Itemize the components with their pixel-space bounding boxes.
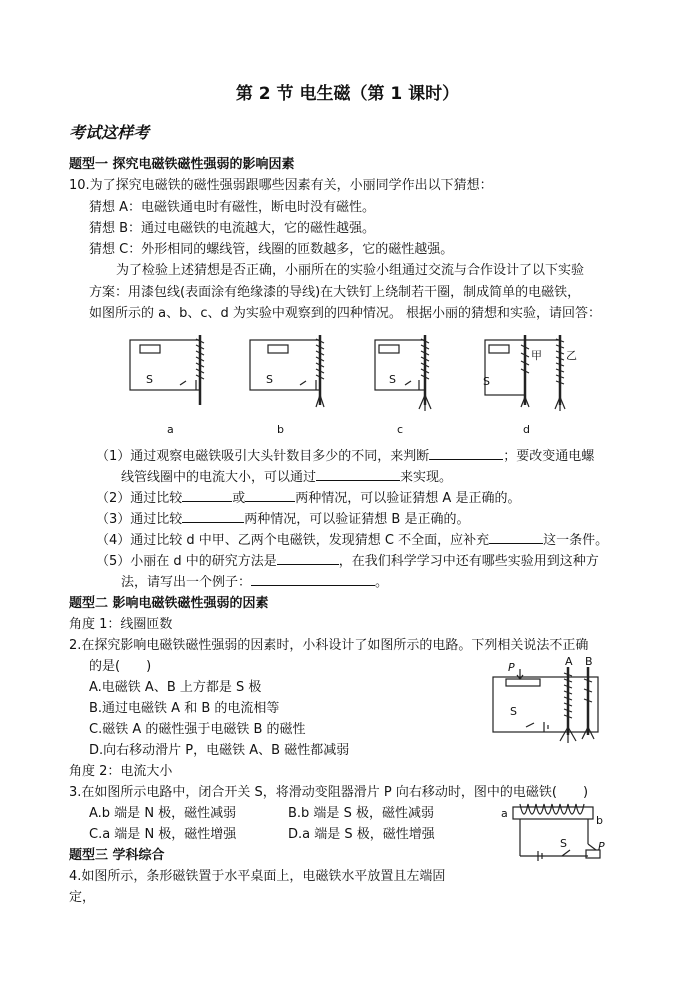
svg-text:b: b <box>596 814 603 827</box>
figure-q3 <box>498 800 608 865</box>
sub-question-3: （3）通过比较 两种情况，可以验证猜想 B 是正确的。 <box>96 512 470 527</box>
sub-question-2: （2）通过比较 或 两种情况，可以验证猜想 A 是正确的。 <box>96 491 521 506</box>
svg-text:c: c <box>397 423 404 436</box>
q3-option-a: A.b 端是 N 极，磁性减弱 <box>89 806 237 821</box>
svg-text:S: S <box>483 375 490 388</box>
svg-text:S: S <box>560 837 567 850</box>
guess-a: 猜想 A：电磁铁通电时有磁性，断电时没有磁性。 <box>89 200 376 215</box>
svg-text:a: a <box>167 423 174 436</box>
svg-text:P: P <box>598 840 605 853</box>
svg-text:P: P <box>508 661 515 674</box>
guess-c: 猜想 C：外形相同的螺线管，线圈的匝数越多，它的磁性越强。 <box>89 242 454 257</box>
svg-text:乙: 乙 <box>566 349 577 362</box>
q2-option-b: B.通过电磁铁 A 和 B 的电流相等 <box>89 701 280 716</box>
q2-option-c: C.磁铁 A 的磁性强于电磁铁 B 的磁性 <box>89 722 306 737</box>
q4-stem-2: 定， <box>69 890 96 905</box>
sub-question-1a: （1）通过观察电磁铁吸引大头针数目多少的不同，来判断 ；要改变通电螺 <box>96 449 595 464</box>
sub-question-5b: 法，请写出一个例子： 。 <box>121 575 389 590</box>
para-line-1: 为了检验上述猜想是否正确，小丽所在的实验小组通过交流与合作设计了以下实验 <box>116 263 585 278</box>
figure-b <box>250 335 324 407</box>
sub-question-5a: （5）小丽在 d 中的研究方法是 ，在我们科学学习中还有哪些实验用到这种方 <box>96 554 599 569</box>
para-line-3: 如图所示的 a、b、c、d 为实验中观察到的四种情况。 根据小丽的猜想和实验，请回答： <box>89 306 602 321</box>
q3-option-b: B.b 端是 S 极，磁性减弱 <box>288 806 434 821</box>
figure-q2 <box>488 657 608 747</box>
q2-stem-2: 的是( ) <box>89 659 152 674</box>
q3-option-c: C.a 端是 N 极，磁性增强 <box>89 827 237 842</box>
svg-text:B: B <box>585 655 593 668</box>
angle-1: 角度 1：线圈匝数 <box>69 617 173 632</box>
angle-2: 角度 2：电流大小 <box>69 764 173 779</box>
figure-d <box>483 335 577 411</box>
svg-text:S: S <box>510 705 517 718</box>
type1-heading: 题型一 探究电磁铁磁性强弱的影响因素 <box>69 157 295 172</box>
q3-stem: 3.在如图所示电路中，闭合开关 S，将滑动变阻器滑片 P 向右移动时，图中的电磁铁( ) <box>69 785 589 800</box>
figure-abcd <box>120 325 640 440</box>
svg-text:A: A <box>565 655 573 668</box>
q2-stem-1: 2.在探究影响电磁铁磁性强弱的因素时，小科设计了如图所示的电路。下列相关说法不正确 <box>69 638 589 653</box>
q4-stem-1: 4.如图所示，条形磁铁置于水平桌面上，电磁铁水平放置且左端固 <box>69 869 446 884</box>
q2-option-d: D.向右移动滑片 P，电磁铁 A、B 磁性都减弱 <box>89 743 350 758</box>
q2-option-a: A.电磁铁 A、B 上方都是 S 极 <box>89 680 262 695</box>
svg-text:S: S <box>389 373 396 386</box>
svg-text:d: d <box>523 423 530 436</box>
sub-question-1b: 线管线圈中的电流大小，可以通过 来实现。 <box>121 470 453 485</box>
sub-question-4: （4）通过比较 d 中甲、乙两个电磁铁，发现猜想 C 不全面，应补充 这一条件。 <box>96 533 609 548</box>
figure-c <box>375 335 431 411</box>
type2-heading: 题型二 影响电磁铁磁性强弱的因素 <box>69 596 269 611</box>
figure-a <box>130 335 204 405</box>
q10-stem: 10.为了探究电磁铁的磁性强弱跟哪些因素有关，小丽同学作出以下猜想： <box>69 178 493 193</box>
svg-text:甲: 甲 <box>531 349 542 362</box>
section-heading: 考试这样考 <box>69 123 150 142</box>
svg-text:a: a <box>501 807 508 820</box>
para-line-2: 方案：用漆包线(表面涂有绝缘漆的导线)在大铁钉上绕制若干圈，制成简单的电磁铁， <box>89 285 581 300</box>
svg-text:b: b <box>277 423 284 436</box>
guess-b: 猜想 B：通过电磁铁的电流越大，它的磁性越强。 <box>89 221 376 236</box>
svg-text:S: S <box>146 373 153 386</box>
svg-text:S: S <box>266 373 273 386</box>
type3-heading: 题型三 学科综合 <box>69 848 165 863</box>
q3-option-d: D.a 端是 S 极，磁性增强 <box>288 827 435 842</box>
page-title: 第 2 节 电生磁（第 1 课时） <box>235 84 460 104</box>
